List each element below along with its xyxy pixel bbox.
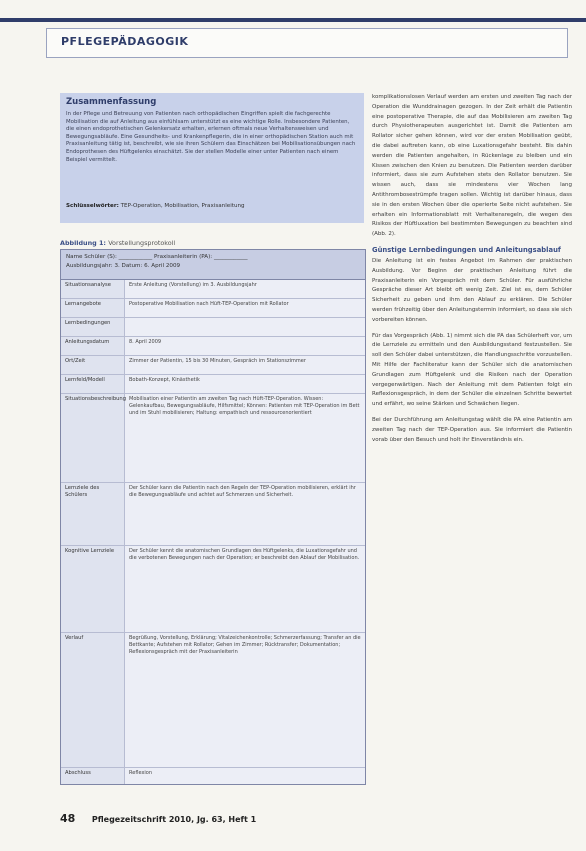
row-value: Postoperative Mobilisation nach Hüft-TEP-Operation mit Rollator [129, 301, 289, 307]
table-row [61, 299, 365, 318]
row-key: Lernangebote [61, 299, 125, 317]
table-row [61, 280, 365, 299]
row-key: Situationsanalyse [61, 280, 125, 298]
table-row [61, 337, 365, 356]
journal-reference: Pflegezeitschrift 2010, Jg. 63, Heft 1 [91, 815, 257, 824]
body-paragraph: Bei der Durchführung am Anleitungstag wählt die PA eine Patientin am zweiten Tag nach der TEP-Operation aus. Sie informiert die Patientin vorab über den Besuch und holt ihr Einverständnis ein. [372, 416, 572, 443]
table-head-line-2: Ausbildungsjahr: 3. Datum: 6. April 2009 [66, 263, 181, 269]
right-column [372, 93, 572, 793]
body-paragraph: Die Anleitung ist ein festes Angebot im Rahmen der praktischen Ausbildung. Vor Beginn der praktischen Anleitung führt die Praxisanleiterin ein Vorgespräch mit dem Schüler. Für ausführliche Gespräche dieser Art bleibt oft wenig Zeit. Ziel ist es, dem Schüler Sicherheit zu geben und ihm den Ablauf zu erklären. Die Schüler werden frühzeitig über den Anleitungstermin informiert, so dass sie sich vorbereiten können. [372, 257, 572, 323]
table-row [61, 318, 365, 337]
row-key: Lernziele des Schülers [61, 483, 125, 545]
row-value: Zimmer der Patientin, 15 bis 30 Minuten, Gespräch im Stationszimmer [129, 358, 306, 364]
abstract-title: Zusammenfassung [66, 97, 157, 107]
table-caption [60, 239, 175, 247]
row-value [125, 318, 365, 336]
row-key: Lernfeld/Modell [61, 375, 125, 393]
body-paragraph: komplikationslosen Verlauf werden am ersten und zweiten Tag nach der Operation die Wunddrainagen gezogen. In der Zeit erhält die Patientin eine postoperative Therapie, die auf das Mobilisieren am zweiten Tag durch Physiotherapeuten ausgerichtet ist. Damit die Patienten am Rollator sicher gehen können, wird vor der ersten Mobilisation geübt, die dabei auftreten kann, ob eine Luxationsgefahr besteht. Bis dahin werden die Patienten angehalten, in Rückenlage zu bleiben und ein Kissen zwischen den Knien zu benutzen. Die Patienten werden darüber informiert, dass sie zum Aufstehen stets den Rollator benutzen. Sie wissen auch, dass sie mindestens vier Wochen lang Antithrombosestrümpfe tragen sollen. Wichtig ist darüber hinaus, dass sie in den ersten Wochen über die operierte Seite nicht aufstehen. Sie erhalten ein Informationsblatt mit Verhaltensregeln, die wegen des Risikos der Hüftluxation bei bestimmten Bewegungen zu beachten sind (Abb. 2). [372, 94, 572, 238]
table-caption-label: Abbildung 1: [60, 239, 106, 247]
row-key: Situationsbeschreibung [61, 394, 125, 482]
table-row [61, 375, 365, 394]
keywords-label: Schlüsselwörter: [66, 203, 119, 209]
table-head [61, 250, 365, 280]
table-caption-text: Vorstellungsprotokoll [108, 239, 176, 247]
row-value: Mobilisation einer Patientin am zweiten Tag nach Hüft-TEP-Operation. Wissen: Gelenkaufbau, Bewegungsabläufe, Hilfsmittel; Können: Patienten mit TEP-Operation im Bett und im Stuhl mobilisieren; Haltung: empathisch und ressourcenorientiert [129, 396, 360, 417]
row-value: Begrüßung, Vorstellung, Erklärung; Vitalzeichenkontrolle; Schmerzerfassung; Transfer an die Bettkante; Aufstehen mit Rollator; Gehen im Zimmer; Rücktransfer; Dokumentation; Reflexionsgespräch mit der Praxisanleiterin [129, 635, 361, 656]
row-value: Erste Anleitung (Vorstellung) im 3. Ausbildungsjahr [129, 282, 257, 288]
row-key: Verlauf [61, 633, 125, 767]
section-title: PFLEGEPÄDAGOGIK [61, 35, 189, 48]
row-key: Lernbedingungen [61, 318, 125, 336]
page-footer [60, 812, 256, 825]
row-value: Der Schüler kann die Patientin nach den Regeln der TEP-Operation mobilisieren, erklärt ihr die Bewegungsabläufe und achtet auf Schmerzen und Sicherheit. [129, 485, 356, 499]
table-row [61, 394, 365, 483]
protocol-table [60, 249, 366, 785]
table-row [61, 546, 365, 633]
abstract-body: In der Pflege und Betreuung von Patienten nach orthopädischen Eingriffen spielt die fachgerechte Mobilisation die auf Anleitung aus einfühlsam unterstützt es eine wichtige Rolle. Insbesondere Patienten, die einen endoprothetischen Gelenkersatz erhalten, erlernen oftmals neue Verhaltensweisen und Bewegungsabläufe. Eine Gesundheits- und Krankenpflegerin, die in einer orthopädischen Station auch mit Praxisanleitung tätig ist, beschreibt, wie sie ihren Schülern das Einschätzen bei Mobilisationsübungen nach Endoprothesen des Hüftgelenks einschätzt. Sie der stellen Modelle einer unter Patienten nach einem Beispiel vermittelt. [66, 111, 356, 163]
keywords-values: TEP-Operation, Mobilisation, Praxisanleitung [120, 203, 245, 209]
top-color-band [0, 18, 586, 22]
row-key: Ort/Zeit [61, 356, 125, 374]
row-key: Abschluss [61, 768, 125, 784]
page-number: 48 [60, 812, 76, 825]
body-paragraph: Für das Vorgespräch (Abb. 1) nimmt sich die PA das Schülerheft vor, um die Lernziele zu ermitteln und den Ausbildungsstand festzustellen. Sie soll den Schüler dabei unterstützen, die Handlungsschritte vorzustellen. Mit Hilfe der Fachliteratur kann der Schüler sich die anatomischen Grundlagen zum Hüftgelenk und die Risiken nach der Operation vergegenwärtigen. Nach der Anleitung mit dem Patienten folgt ein Reflexionsgespräch, in dem der Schüler die einzelnen Schritte bewertet und erfährt, wo seine Stärken und Schwächen liegen. [372, 332, 572, 408]
table-head-line-1: Name Schüler (S): ____________ Praxisanleiterin (PA): ____________ [66, 254, 248, 260]
section-heading: Günstige Lernbedingungen und Anleitungsablauf [372, 245, 561, 254]
row-key: Anleitungsdatum [61, 337, 125, 355]
section-header [46, 28, 568, 58]
table-row [61, 356, 365, 375]
table-row [61, 483, 365, 546]
row-value: Der Schüler kennt die anatomischen Grundlagen des Hüftgelenks, die Luxationsgefahr und die verbotenen Bewegungen nach der Operation; er beschreibt den Ablauf der Mobilisation. [129, 548, 360, 562]
row-value: 8. April 2009 [129, 339, 162, 345]
row-key: Kognitive Lernziele [61, 546, 125, 632]
table-row [61, 768, 365, 784]
row-value: Bobath-Konzept, Kinästhetik [129, 377, 200, 383]
table-row [61, 633, 365, 768]
abstract-box [60, 93, 364, 223]
row-value: Reflexion [129, 770, 153, 776]
keywords [66, 203, 245, 209]
